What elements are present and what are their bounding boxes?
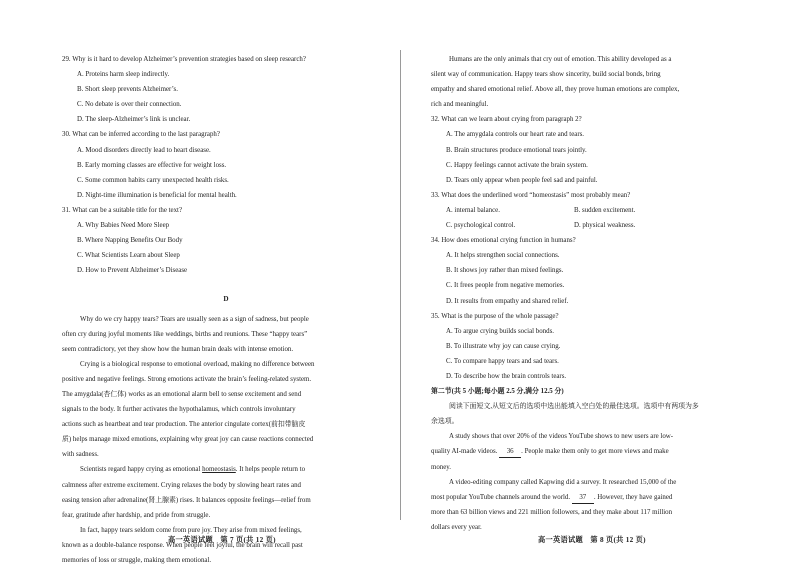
option-a[interactable]: A. To argue crying builds social bonds.	[446, 327, 554, 335]
paragraph-line: calmness after extreme excitement. Crying relaxes the body by slowing heart rates and	[62, 481, 301, 489]
passage-paragraph-5	[431, 52, 759, 112]
paragraph-line: positive and negative feelings. Strong emotions activate the brain’s feeling-related system.	[62, 375, 312, 383]
paragraph-line: fear, gratitude after hardship, and pride from struggle.	[62, 511, 211, 519]
question-29	[62, 52, 390, 127]
paragraph-line: more than 63 billion views and 221 million followers, and they make about 117 million	[431, 508, 673, 516]
page-footer-left: 高一英语试题 第 7 页(共 12 页)	[168, 536, 276, 544]
option-b[interactable]: B. To illustrate why joy can cause crying.	[446, 342, 561, 350]
paragraph-line: silent way of communication. Happy tears show sincerity, build social bonds, bring	[431, 71, 661, 79]
question-31	[62, 203, 390, 278]
option-b[interactable]: B. sudden excitement.	[574, 206, 636, 214]
question-stem: 32. What can we learn about crying from paragraph 2?	[431, 116, 582, 124]
passage-paragraph-3	[62, 462, 390, 522]
option-c[interactable]: C. Some common habits carry unexpected health risks.	[77, 176, 229, 184]
section-heading: 第二节(共 5 小题;每小题 2.5 分,满分 12.5 分)	[431, 388, 564, 396]
paragraph-line: In fact, happy tears seldom come from pure joy. They arise from mixed feelings,	[80, 526, 302, 534]
passage-title: D	[223, 295, 229, 304]
option-b[interactable]: B. Short sleep prevents Alzheimer’s.	[77, 86, 178, 94]
option-c[interactable]: C. It frees people from negative memories.	[446, 282, 565, 290]
question-stem: 31. What can be a suitable title for the text?	[62, 206, 183, 214]
option-d[interactable]: D. It results from empathy and shared relief.	[446, 297, 569, 305]
option-b[interactable]: B. Early morning classes are effective for weight loss.	[77, 161, 227, 169]
option-d[interactable]: D. physical weakness.	[574, 222, 636, 230]
paragraph-line: 质) helps manage mixed emotions, explaining why great joy can cause reactions connected	[62, 436, 314, 444]
option-b[interactable]: B. It shows joy rather than mixed feelings.	[446, 267, 564, 275]
line-text: . It helps people return to	[235, 466, 306, 474]
cloze-paragraph-1	[431, 429, 759, 474]
paragraph-line: empathy and shared emotional relief. Above all, they prove human emotions are complex,	[431, 86, 680, 94]
option-c[interactable]: C. Happy feelings cannot activate the brain system.	[446, 161, 588, 169]
question-stem: 34. How does emotional crying function in humans?	[431, 237, 576, 245]
question-stem: 29. Why is it hard to develop Alzheimer’s prevention strategies based on sleep research?	[62, 56, 306, 63]
option-d[interactable]: D. To describe how the brain controls tears.	[446, 372, 567, 380]
question-30	[62, 127, 390, 202]
page-footer-right: 高一英语试题 第 8 页(共 12 页)	[538, 536, 646, 544]
instruction-line: 余选项。	[431, 418, 459, 426]
paragraph-line: with sadness.	[62, 451, 99, 459]
question-stem: 30. What can be inferred according to the last paragraph?	[62, 131, 220, 139]
paragraph-line: A study shows that over 20% of the videos YouTube shows to new users are low-	[449, 433, 674, 441]
question-stem: 33. What does the underlined word “homeostasis” most probably mean?	[431, 191, 631, 199]
paragraph-line: money.	[431, 463, 452, 471]
option-c[interactable]: C. What Scientists Learn about Sleep	[77, 252, 180, 260]
option-a[interactable]: A. It helps strengthen social connections.	[446, 252, 560, 260]
passage-paragraph-4	[62, 523, 390, 568]
passage-paragraph-2	[62, 357, 390, 463]
option-d[interactable]: D. The sleep-Alzheimer’s link is unclear.	[77, 116, 191, 124]
option-row	[431, 203, 759, 218]
option-d[interactable]: D. Tears only appear when people feel sad and painful.	[446, 176, 598, 184]
line-text: most popular YouTube channels around the world.	[431, 493, 572, 501]
question-32	[431, 112, 759, 187]
paragraph-line: actions such as heartbeat and tear production. The anterior cingulate cortex(前扣带脑皮	[62, 421, 306, 429]
cloze-paragraph-2	[431, 475, 759, 535]
option-d[interactable]: D. Night-time illumination is beneficial for mental health.	[77, 191, 237, 199]
paragraph-line	[431, 490, 759, 505]
question-33	[431, 188, 759, 233]
paragraph-line: known as a double-balance response. When people feel joyful, the brain will recall past	[62, 541, 303, 549]
paragraph-line: A video-editing company called Kapwing did a survey. It researched 15,000 of the	[449, 478, 677, 486]
paragraph-line	[62, 462, 390, 477]
right-page	[431, 52, 759, 535]
paragraph-line: often cry during joyful moments like weddings, births and reunions. These “happy tears”	[62, 330, 308, 338]
line-text: . However, they have gained	[593, 493, 673, 501]
option-row	[431, 218, 759, 233]
option-a[interactable]: A. The amygdala controls our heart rate and tears.	[446, 131, 585, 139]
paragraph-line: The amygdala(杏仁体) works as an emotional alarm bell to sense excitement and send	[62, 390, 302, 398]
paragraph-line: rich and meaningful.	[431, 101, 489, 109]
option-b[interactable]: B. Where Napping Benefits Our Body	[77, 237, 183, 245]
paragraph-line: easing tension after adrenaline(肾上腺素) rises. It balances opposite feelings—relief from	[62, 496, 311, 504]
answer-blank-37[interactable]: 37	[572, 493, 594, 504]
passage-paragraph-1	[62, 312, 390, 357]
option-b[interactable]: B. Brain structures produce emotional tears jointly.	[446, 146, 587, 154]
line-text: . People make them only to get more views and make	[521, 448, 669, 456]
paragraph-line: signals to the body. It further activates the hypothalamus, which controls involuntary	[62, 406, 296, 414]
option-c[interactable]: C. psychological control.	[446, 222, 516, 230]
paragraph-line: Crying is a biological response to emotional overload, making no difference between	[80, 360, 315, 368]
question-35	[431, 309, 759, 384]
question-stem: 35. What is the purpose of the whole passage?	[431, 312, 559, 320]
left-page	[62, 52, 390, 568]
option-a[interactable]: A. Proteins harm sleep indirectly.	[77, 71, 170, 79]
underlined-word: homeostasis	[202, 466, 236, 474]
option-a[interactable]: A. Why Babies Need More Sleep	[77, 222, 170, 230]
line-text: quality AI-made videos.	[431, 448, 500, 456]
instruction-line: 阅读下面短文,从短文后的选项中选出能填入空白处的最佳选项。选项中有两项为多	[449, 403, 699, 411]
option-d[interactable]: D. How to Prevent Alzheimer’s Disease	[77, 267, 188, 275]
option-a[interactable]: A. Mood disorders directly lead to heart disease.	[77, 146, 211, 154]
option-a[interactable]: A. internal balance.	[446, 206, 500, 214]
paragraph-line: Humans are the only animals that cry out of emotion. This ability developed as a	[449, 56, 672, 63]
column-divider	[400, 50, 401, 520]
paragraph-line: Why do we cry happy tears? Tears are usually seen as a sign of sadness, but people	[80, 315, 309, 323]
option-c[interactable]: C. No debate is over their connection.	[77, 101, 182, 109]
paragraph-line	[431, 444, 759, 459]
line-text: Scientists regard happy crying as emotional	[80, 466, 203, 474]
paragraph-line: dollars every year.	[431, 523, 482, 531]
instructions	[431, 399, 759, 429]
answer-blank-36[interactable]: 36	[499, 447, 521, 458]
paragraph-line: seem contradictory, yet they show how the human brain deals with intense emotion.	[62, 345, 294, 353]
question-34	[431, 233, 759, 308]
option-c[interactable]: C. To compare happy tears and sad tears.	[446, 357, 559, 365]
paragraph-line: memories of loss or struggle, making them emotional.	[62, 557, 212, 564]
